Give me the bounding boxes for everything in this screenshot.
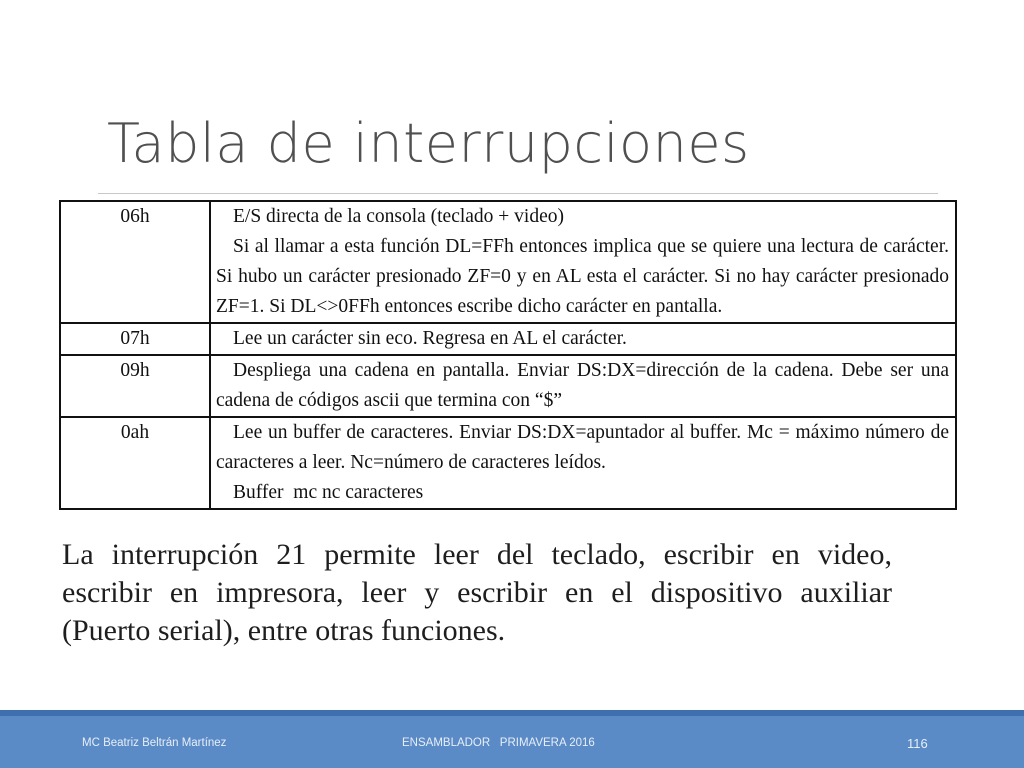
table-row — [60, 355, 956, 417]
interrupt-table — [59, 200, 957, 510]
description-paragraph: Buffer mc nc caracteres — [233, 482, 424, 503]
description-paragraph: Despliega una cadena en pantalla. Enviar DS:DX=dirección de la cadena. Debe ser una cadena de códigos ascii que termina con “$” — [216, 360, 949, 411]
footer-author: MC Beatriz Beltrán Martínez — [82, 737, 227, 749]
function-code-cell: 0ah — [60, 417, 210, 509]
function-description-cell — [210, 417, 956, 509]
footer-course: ENSAMBLADOR PRIMAVERA 2016 — [402, 737, 595, 749]
table-row — [60, 323, 956, 355]
description-paragraph: Lee un carácter sin eco. Regresa en AL el carácter. — [233, 328, 627, 349]
table-row — [60, 417, 956, 509]
description-paragraph: Si al llamar a esta función DL=FFh entonces implica que se quiere una lectura de carácter. Si hubo un carácter presionado ZF=0 y en AL esta el carácter. Si no hay carácter presionado ZF=1. Si DL<>0FFh entonces escribe dicho carácter en pantalla. — [216, 236, 949, 317]
slide-title: Tabla de interrupciones — [107, 112, 750, 175]
title-divider — [98, 193, 938, 194]
function-code-cell: 06h — [60, 201, 210, 323]
function-description-cell — [210, 323, 956, 355]
function-code-cell: 07h — [60, 323, 210, 355]
description-paragraph: Lee un buffer de caracteres. Enviar DS:DX=apuntador al buffer. Mc = máximo número de caracteres a leer. Nc=número de caracteres leídos. — [216, 422, 949, 473]
description-paragraph: E/S directa de la consola (teclado + video) — [233, 206, 564, 227]
table-row — [60, 201, 956, 323]
function-description-cell — [210, 355, 956, 417]
page-number: 116 — [907, 736, 928, 751]
function-description-cell — [210, 201, 956, 323]
function-code-cell: 09h — [60, 355, 210, 417]
body-paragraph: La interrupción 21 permite leer del teclado, escribir en video, escribir en impresora, leer y escribir en el dispositivo auxiliar (Puerto serial), entre otras funciones. — [62, 538, 892, 647]
